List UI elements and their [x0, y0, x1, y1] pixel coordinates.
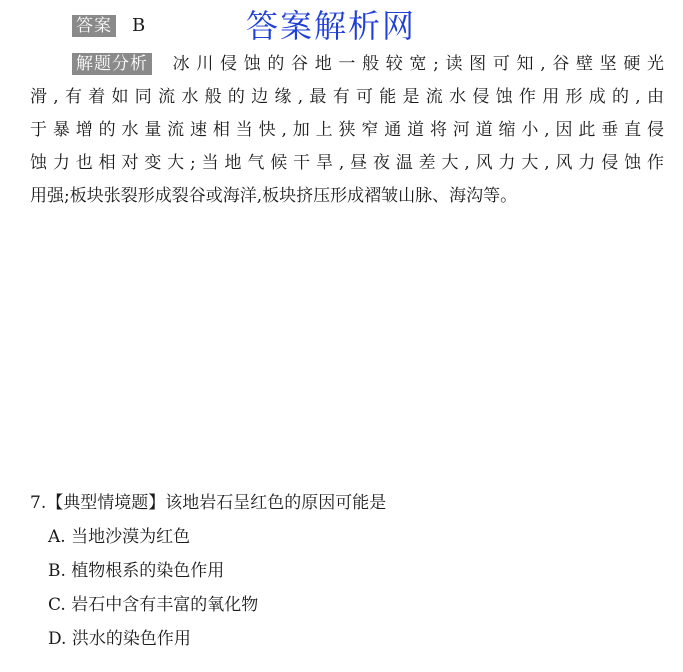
question-block: [30, 486, 386, 656]
analysis-line: 于暴增的水量流速相当快,加上狭窄通道将河道缩小,因此垂直侵: [30, 120, 664, 140]
question-stem-text: 该地岩石呈红色的原因可能是: [165, 493, 387, 513]
answer-row: [72, 14, 145, 38]
analysis-line: 滑,有着如同流水般的边缘,最有可能是流水侵蚀作用形成的,由: [30, 87, 664, 107]
answer-value: B: [132, 15, 146, 36]
question-stem: [30, 486, 386, 520]
analysis-tag: 解题分析: [72, 53, 152, 75]
option-b: B. 植物根系的染色作用: [48, 561, 225, 581]
analysis-line: 用强;板块张裂形成裂谷或海洋,板块挤压形成褶皱山脉、海沟等。: [30, 186, 518, 206]
question-number: 7.: [30, 493, 47, 513]
question-type-tag: 【典型情境题】: [46, 493, 166, 513]
analysis-line-text: 冰川侵蚀的谷地一般较宽;读图可知,谷壁坚硬光: [166, 54, 664, 74]
analysis-line: [30, 48, 664, 81]
option-a: A. 当地沙漠为红色: [48, 527, 191, 547]
option-c: C. 岩石中含有丰富的氧化物: [48, 595, 259, 615]
answer-tag: 答案: [72, 15, 116, 37]
watermark-text: 答案解析网: [246, 7, 417, 45]
analysis-block: [30, 48, 664, 213]
option-d: D. 洪水的染色作用: [48, 629, 191, 649]
analysis-line: 蚀力也相对变大;当地气候干旱,昼夜温差大,风力大,风力侵蚀作: [30, 153, 664, 173]
